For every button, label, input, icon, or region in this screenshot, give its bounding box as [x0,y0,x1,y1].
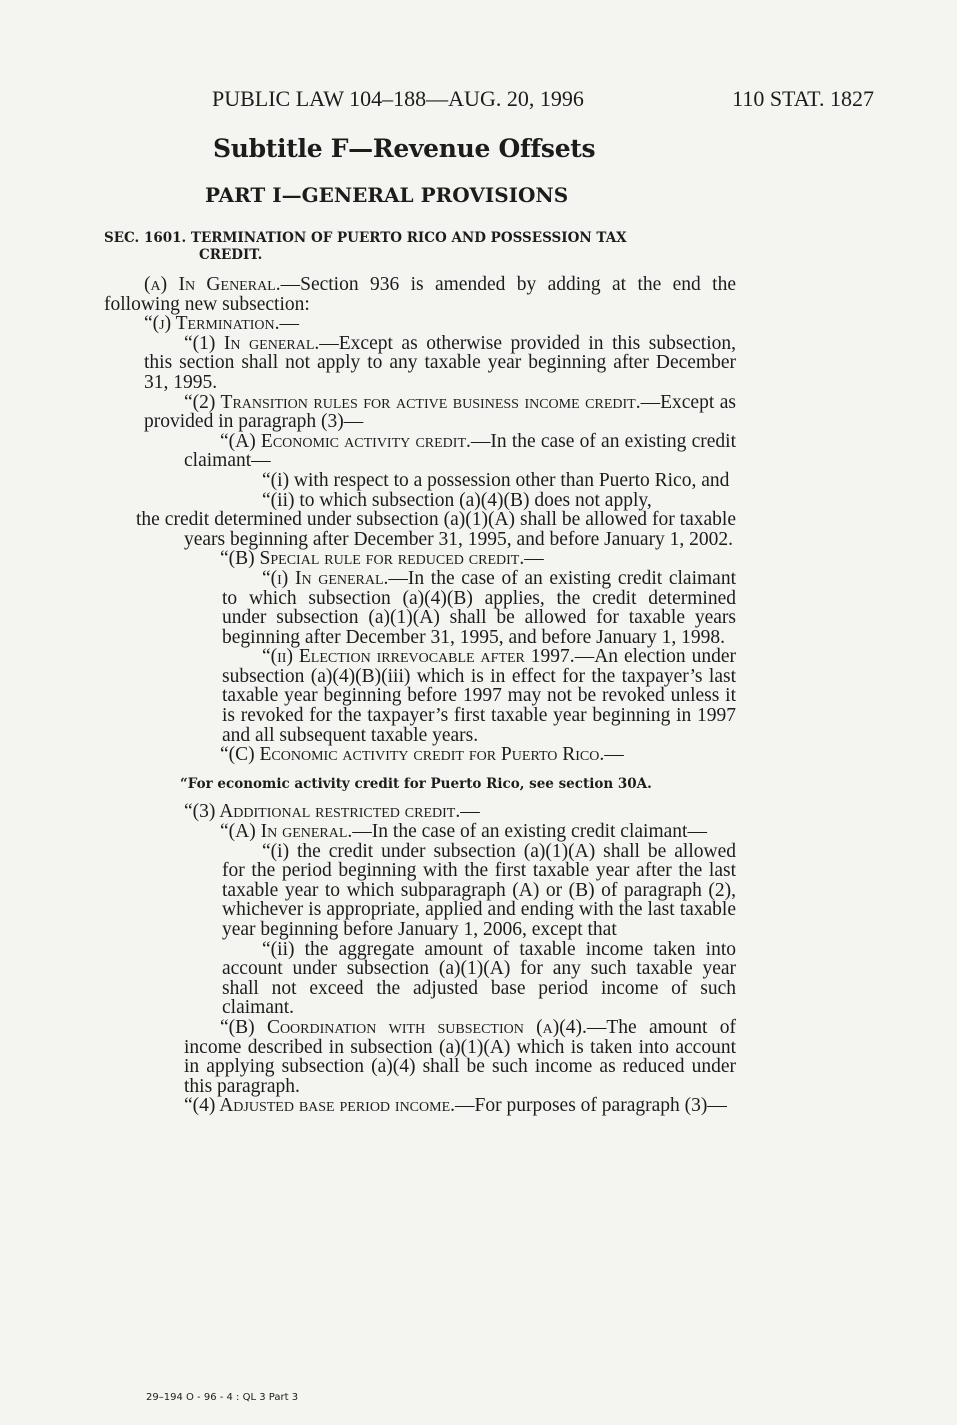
paragraph-3-A-text: —In the case of an existing credit claimant— [352,821,707,843]
paragraph-2-A-ii: “(ii) to which subsection (a)(4)(B) does not apply, [262,489,652,511]
paragraph-2 [104,393,736,432]
section-body [104,275,736,1116]
paragraph-2-B-ii-heading: “(ii) Election irrevocable after 1997. [262,646,575,668]
paragraph-2-C [104,745,736,765]
paragraph-2-B-i [104,569,736,647]
paragraph-2-B-heading: “(B) Special rule for reduced credit. [220,548,525,570]
subsection-j [104,314,736,334]
paragraph-2-C-dash: — [604,744,624,766]
paragraph-2-B-i-text: —In the case of an existing credit claimant to which subsection (a)(4)(B) applies, the credit determined under subsection (a)(1)(A) shall be allowed for taxable years beginning after December 31, 1995, and before January 1, 1998. [222,567,736,648]
paragraph-2-B-dash: — [524,548,544,570]
paragraph-2-text: —Except as provided in paragraph (3)— [144,391,736,433]
print-code-footer: 29–194 O - 96 - 4 : QL 3 Part 3 [146,1392,299,1403]
section-heading-line-1: SEC. 1601. TERMINATION OF PUERTO RICO AND POSSESSION TAX [104,230,627,246]
paragraph-3-A-i: “(i) the credit under subsection (a)(1)(A) shall be allowed for the period beginning with the first taxable year after the last taxable year to which subparagraph (A) or (B) of paragraph (2), whichever is appropriate, applied and ending with the last taxable year beginning before January 1, 2006, except that [222,840,736,940]
paragraph-1-heading: “(1) In general. [184,332,320,354]
page-header [212,86,874,116]
paragraph-2-A [104,432,736,471]
paragraph-2-A-tail: the credit determined under subsection (a)(1)(A) shall be allowed for taxable years beginning after December 31, 1995, and before January 1, 2002. [136,509,736,550]
paragraph-3-A [104,822,736,842]
paragraph-2-A-text: —In the case of an existing credit claimant— [184,430,737,472]
paragraph-3 [104,802,736,822]
paragraph-3-B-heading: “(B) Coordination with subsection (a)(4). [220,1016,587,1038]
public-law-citation: PUBLIC LAW 104–188—AUG. 20, 1996 [212,86,584,111]
subsection-a [104,275,736,314]
paragraph-3-dash: — [460,801,480,823]
paragraph-4-heading: “(4) Adjusted base period income. [184,1095,456,1117]
paragraph-4-text: —For purposes of paragraph (3)— [455,1095,727,1117]
subsection-j-heading: “(j) Termination. [144,313,280,335]
section-heading [104,230,736,264]
part-heading: PART I—GENERAL PROVISIONS [205,183,569,207]
subsection-j-dash: — [279,313,300,335]
subtitle-heading: Subtitle F—Revenue Offsets [213,134,596,163]
paragraph-2-A-heading: “(A) Economic activity credit. [220,430,471,452]
paragraph-1 [104,334,736,393]
paragraph-2-B-ii-text: —An election under subsection (a)(4)(B)(iii) which is in effect for the taxpayer’s last taxable year beginning before 1997 may not be revoked unless it is revoked for the taxpayer’s first taxable year beginning in 1997 and all subsequent taxable years. [222,646,736,746]
subsection-a-heading: (a) In General. [144,274,281,295]
cross-reference-note: “For economic activity credit for Puerto Rico, see section 30A. [180,775,652,792]
section-heading-line-2: CREDIT. [199,247,263,263]
paragraph-1-text: —Except as otherwise provided in this subsection, this section shall not apply to any taxable year beginning after December 31, 1995. [144,332,736,393]
subsection-a-text: —Section 936 is amended by adding at the end the following new subsection: [104,274,736,315]
paragraph-2-A-i: “(i) with respect to a possession other than Puerto Rico, and [262,469,730,491]
paragraph-2-C-heading: “(C) Economic activity credit for Puerto Rico. [220,744,605,766]
paragraph-3-B [104,1018,736,1096]
paragraph-3-heading: “(3) Additional restricted credit. [184,801,461,823]
paragraph-2-heading: “(2) Transition rules for active business income credit. [184,391,641,413]
statute-page-number: 110 STAT. 1827 [732,86,874,111]
paragraph-3-B-text: —The amount of income described in subsection (a)(1)(A) which is taken into account in applying subsection (a)(4) shall be such income as reduced under this paragraph. [184,1016,736,1097]
paragraph-3-A-ii: “(ii) the aggregate amount of taxable income taken into account under subsection (a)(1)(A) for any such taxable year shall not exceed the adjusted base period income of such claimant. [222,938,736,1019]
paragraph-2-B [104,549,736,569]
paragraph-2-B-i-heading: “(i) In general. [262,567,389,589]
paragraph-4 [104,1096,736,1116]
paragraph-2-B-ii [104,647,736,745]
paragraph-3-A-heading: “(A) In general. [220,821,353,843]
